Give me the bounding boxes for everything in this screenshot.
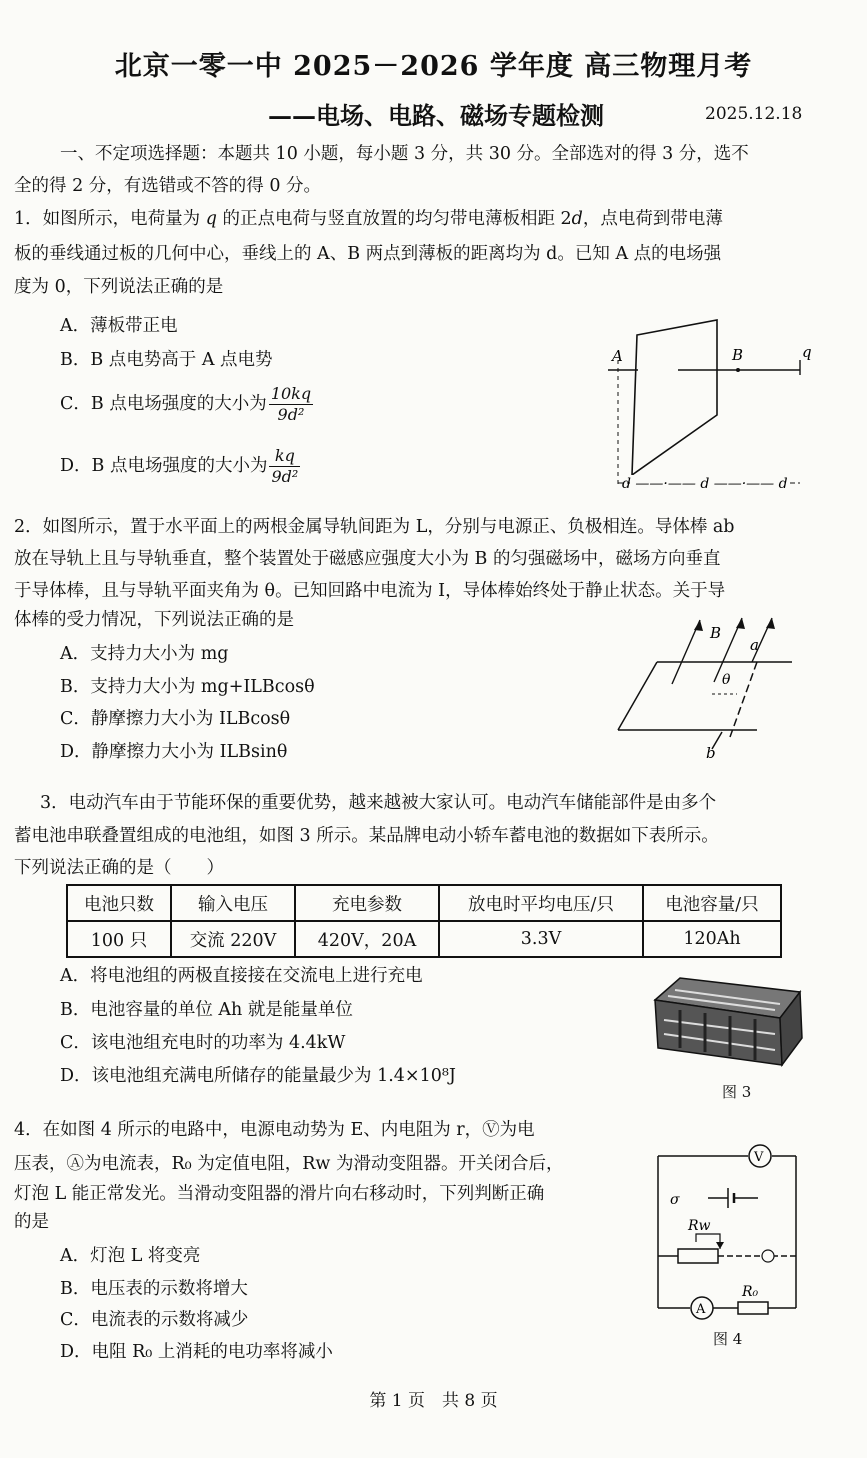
q1-fig-dimensions: d ——·—— d ——·—— d xyxy=(622,476,788,492)
q4-fig-caption: 图 4 xyxy=(713,1330,743,1348)
q1-option-b[interactable]: B．B 点电势高于 A 点电势 xyxy=(60,350,273,370)
section-intro-line2: 全的得 2 分，有选错或不答的得 0 分。 xyxy=(14,176,322,196)
q3-fig-caption: 图 3 xyxy=(722,1083,752,1101)
q4-fig-r0-label: R₀ xyxy=(742,1284,759,1300)
q2-line2: 放在导轨上且与导轨垂直，整个装置处于磁感应强度大小为 B 的匀强磁场中，磁场方向垂直 xyxy=(14,549,721,569)
q4-line4: 的是 xyxy=(14,1212,49,1232)
q3-battery-table xyxy=(66,884,782,958)
table-header-cell: 电池容量/只 xyxy=(643,885,781,921)
table-cell: 交流 220V xyxy=(171,921,295,957)
table-cell: 3.3V xyxy=(439,921,643,957)
table-cell: 420V，20A xyxy=(295,921,439,957)
q2-option-c[interactable]: C．静摩擦力大小为 ILBcosθ xyxy=(60,709,291,729)
q1-option-c-fraction: $\frac{10kq}{\text{9d²}}$ xyxy=(270,384,312,424)
q3-line2: 蓄电池串联叠置组成的电池组，如图 3 所示。某品牌电动小轿车蓄电池的数据如下表所示。 xyxy=(14,826,719,846)
q3-option-d[interactable]: D．该电池组充满电所储存的能量最少为 1.4×10⁸J xyxy=(60,1066,456,1086)
q1-option-d[interactable]: D．B 点电场强度的大小为 $\frac{kq}{\text{9d²}}$ xyxy=(60,446,299,486)
q2-line3: 于导体棒，且与导轨平面夹角为 θ。已知回路中电流为 I，导体棒始终处于静止状态。关于导 xyxy=(14,581,726,601)
q4-fig-voltmeter-label: V xyxy=(754,1150,764,1165)
q4-fig-ammeter-label: A xyxy=(696,1302,706,1317)
table-header-cell: 充电参数 xyxy=(295,885,439,921)
table-row xyxy=(67,921,781,957)
q2-option-a[interactable]: A．支持力大小为 mg xyxy=(60,644,229,664)
q1-fig-label-q: q xyxy=(802,343,812,361)
q4-fig-rw-label: Rw xyxy=(688,1218,711,1234)
q3-battery-pack-figure xyxy=(650,970,810,1080)
table-header-row xyxy=(67,885,781,921)
q3-option-b[interactable]: B．电池容量的单位 Ah 就是能量单位 xyxy=(60,1000,353,1020)
q4-option-a[interactable]: A．灯泡 L 将变亮 xyxy=(60,1246,201,1266)
q3-line3: 下列说法正确的是（ ） xyxy=(14,858,224,878)
q2-fig-label-theta: θ xyxy=(722,672,731,688)
q3-option-a[interactable]: A．将电池组的两极直接接在交流电上进行充电 xyxy=(60,966,423,986)
table-header-cell: 输入电压 xyxy=(171,885,295,921)
page-number: 第 1 页 共 8 页 xyxy=(369,1391,498,1411)
table-cell: 100 只 xyxy=(67,921,171,957)
table-header-cell: 放电时平均电压/只 xyxy=(439,885,643,921)
q1-fig-label-b: B xyxy=(732,346,744,364)
q4-option-d[interactable]: D．电阻 R₀ 上消耗的电功率将减小 xyxy=(60,1342,333,1362)
q1-line3: 度为 0，下列说法正确的是 xyxy=(14,277,224,297)
q4-line1: 4．在如图 4 所示的电路中，电源电动势为 E、内电阻为 r，Ⓥ为电 xyxy=(14,1120,535,1140)
q2-option-d[interactable]: D．静摩擦力大小为 ILBsinθ xyxy=(60,742,288,762)
q2-line4: 体棒的受力情况，下列说法正确的是 xyxy=(14,610,294,630)
table-header-cell: 电池只数 xyxy=(67,885,171,921)
q1-option-c[interactable]: C．B 点电场强度的大小为 $\frac{10kq}{\text{9d²}}$ xyxy=(60,384,312,424)
q4-line3: 灯泡 L 能正常发光。当滑动变阻器的滑片向右移动时，下列判断正确 xyxy=(14,1184,545,1204)
q2-option-b[interactable]: B．支持力大小为 mg+ILBcosθ xyxy=(60,677,315,697)
q3-option-c[interactable]: C．该电池组充电时的功率为 4.4kW xyxy=(60,1033,346,1053)
page-subtitle: ——电场、电路、磁场专题检测 xyxy=(268,101,604,130)
exam-date: 2025.12.18 xyxy=(705,104,803,124)
page-title: 北京一零一中 2025－2026 学年度 高三物理月考 xyxy=(114,51,753,82)
q2-fig-label-b: b xyxy=(706,744,716,762)
q1-option-a[interactable]: A．薄板带正电 xyxy=(60,316,178,336)
q4-option-c[interactable]: C．电流表的示数将减少 xyxy=(60,1310,249,1330)
q2-line1: 2．如图所示，置于水平面上的两根金属导轨间距为 L，分别与电源正、负极相连。导体棒 ab xyxy=(14,517,735,537)
q3-line1: 3．电动汽车由于节能环保的重要优势，越来越被大家认可。电动汽车储能部件是由多个 xyxy=(40,793,717,813)
q2-fig-label-a: a xyxy=(750,636,759,654)
table-cell: 120Ah xyxy=(643,921,781,957)
q4-option-b[interactable]: B．电压表的示数将增大 xyxy=(60,1279,248,1299)
q1-option-d-fraction: $\frac{kq}{\text{9d²}}$ xyxy=(271,446,299,486)
q2-rail-figure xyxy=(612,612,802,762)
q4-line2: 压表，Ⓐ为电流表，R₀ 为定值电阻，Rw 为滑动变阻器。开关闭合后， xyxy=(14,1154,564,1174)
q1-line1: 1．如图所示，电荷量为 q 的正点电荷与竖直放置的均匀带电薄板相距 2d，点电荷到带电薄 xyxy=(14,209,723,229)
q1-line2: 板的垂线通过板的几何中心，垂线上的 A、B 两点到薄板的距离均为 d。已知 A 点的电场强 xyxy=(14,244,722,264)
q1-fig-label-a: A xyxy=(612,347,623,365)
section-intro-line1: 一、不定项选择题：本题共 10 小题，每小题 3 分，共 30 分。全部选对的得 3 分，选不 xyxy=(60,144,749,164)
q2-fig-label-b-field: B xyxy=(710,624,722,642)
q1-plate-figure xyxy=(600,315,815,500)
q4-fig-battery-label: σ xyxy=(670,1192,680,1208)
q4-circuit-figure xyxy=(648,1138,808,1328)
